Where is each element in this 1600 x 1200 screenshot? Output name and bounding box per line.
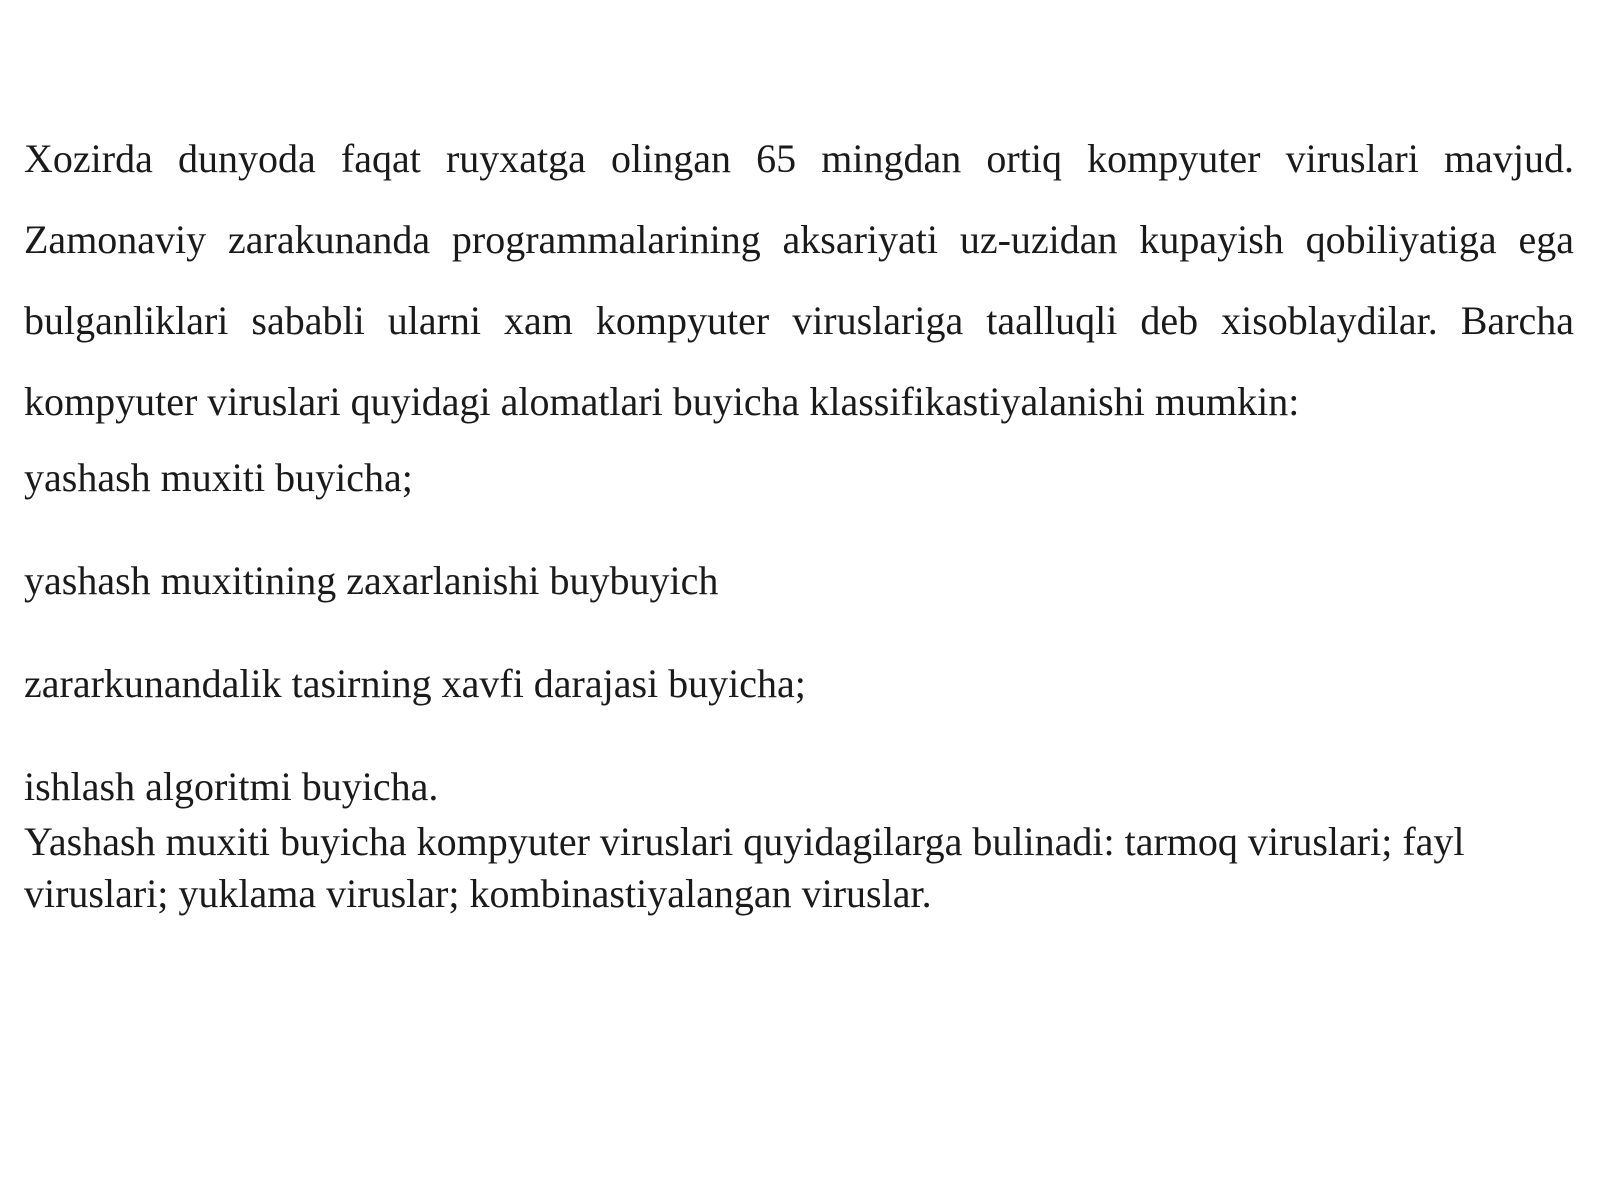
summary-paragraph: Yashash muxiti buyicha kompyuter viruslari quyidagilarga bulinadi: tarmoq viruslari; fayl viruslari; yuklama viruslar; kombinastiyalangan viruslar. — [24, 819, 1465, 916]
intro-paragraph: Xozirda dunyoda faqat ruyxatga olingan 65 mingdan ortiq kompyuter viruslari mavjud. Zamonaviy zarakunanda programmalarining aksariyati uz-uzidan kupayish qobiliyatiga ega bulganliklari sababli ularni xam kompyuter viruslariga taalluqli deb xisoblaydilar. Barcha kompyuter viruslari quyidagi alomatlari buyicha klassifikastiyalanishi mumkin: — [24, 136, 1574, 424]
classification-criteria-list — [24, 454, 1574, 811]
criteria-item-infection: yashash muxitining zaxarlanishi buybuyich — [24, 558, 719, 603]
criteria-item-environment: yashash muxiti buyicha; — [24, 455, 413, 500]
criteria-item-danger-level: zararkunandalik tasirning xavfi darajasi buyicha; — [24, 661, 806, 706]
criteria-item-algorithm: ishlash algoritmi buyicha. — [24, 764, 439, 809]
document-page — [24, 118, 1574, 920]
